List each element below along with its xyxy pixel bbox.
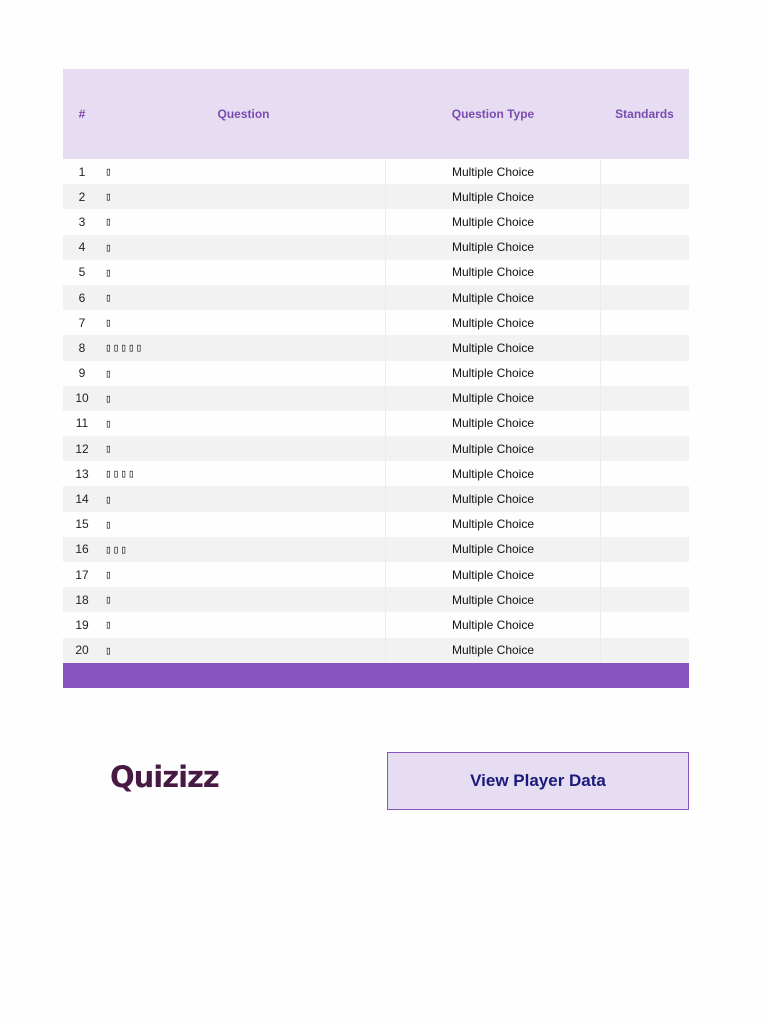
row-number: 4 [78,240,86,255]
row-number: 17 [75,567,89,582]
quizizz-logo [110,755,218,799]
table-row [63,209,689,234]
row-number: 13 [75,466,89,481]
row-question: ▯ [101,361,386,386]
row-question-type: Multiple Choice [386,260,601,285]
row-question-type: Multiple Choice [386,386,601,411]
row-question: ▯ [101,285,386,310]
row-question: ▯ [101,310,386,335]
row-question-type: Multiple Choice [386,562,601,587]
logo-text: Quizizz [110,760,219,794]
row-number: 15 [75,517,89,532]
row-number: 14 [75,492,89,507]
table-footer-bar [63,663,689,688]
row-question-type: Multiple Choice [386,361,601,386]
row-question: ▯▯▯ [101,537,386,562]
table-row [63,512,689,537]
row-number: 5 [78,265,86,280]
table-row [63,436,689,461]
row-question: ▯▯▯▯▯ [101,335,386,360]
table-row [63,562,689,587]
row-question: ▯ [101,612,386,637]
row-question: ▯ [101,562,386,587]
header-question: Question [217,107,270,121]
row-question-type: Multiple Choice [386,537,601,562]
row-number: 1 [78,164,86,179]
row-question-type: Multiple Choice [386,411,601,436]
table-row [63,184,689,209]
table-row [63,386,689,411]
table-row [63,159,689,184]
row-question: ▯ [101,436,386,461]
row-number: 19 [75,617,89,632]
row-question-type: Multiple Choice [386,235,601,260]
row-question-type: Multiple Choice [386,587,601,612]
row-number: 7 [78,315,86,330]
row-number: 9 [78,366,86,381]
row-question: ▯ [101,512,386,537]
row-question-type: Multiple Choice [386,285,601,310]
row-question-type: Multiple Choice [386,512,601,537]
header-question-type: Question Type [451,107,535,121]
row-number: 18 [75,592,89,607]
header-num: # [78,107,86,121]
row-number: 10 [75,391,89,406]
table-body [63,159,689,663]
header-standards: Standards [615,107,674,121]
table-row [63,335,689,360]
row-question: ▯ [101,386,386,411]
row-number: 12 [75,441,89,456]
row-question: ▯ [101,587,386,612]
row-question-type: Multiple Choice [386,209,601,234]
row-question-type: Multiple Choice [386,436,601,461]
row-question-type: Multiple Choice [386,159,601,184]
table-row [63,260,689,285]
view-player-data-button[interactable]: View Player Data [387,752,689,810]
row-number: 16 [75,542,89,557]
table-row [63,411,689,436]
row-question-type: Multiple Choice [386,486,601,511]
row-number: 11 [75,416,89,431]
row-question: ▯ [101,184,386,209]
row-question: ▯ [101,486,386,511]
row-number: 8 [78,340,86,355]
row-question: ▯ [101,209,386,234]
row-number: 6 [78,290,86,305]
row-question-type: Multiple Choice [386,184,601,209]
table-row [63,587,689,612]
table-row [63,461,689,486]
row-number: 2 [78,189,86,204]
table-row [63,361,689,386]
row-question-type: Multiple Choice [386,638,601,663]
row-question: ▯ [101,411,386,436]
row-question-type: Multiple Choice [386,612,601,637]
row-question: ▯ [101,638,386,663]
table-row [63,285,689,310]
row-question-type: Multiple Choice [386,335,601,360]
row-number: 3 [78,214,86,229]
row-question: ▯ [101,260,386,285]
table-row [63,235,689,260]
table-row [63,537,689,562]
table-row [63,638,689,663]
row-question: ▯ [101,235,386,260]
table-row [63,310,689,335]
row-question-type: Multiple Choice [386,310,601,335]
questions-table [63,69,689,688]
row-question: ▯ [101,159,386,184]
table-header [63,69,689,159]
row-number: 20 [75,643,89,658]
table-row [63,612,689,637]
row-question: ▯▯▯▯ [101,461,386,486]
row-question-type: Multiple Choice [386,461,601,486]
table-row [63,486,689,511]
